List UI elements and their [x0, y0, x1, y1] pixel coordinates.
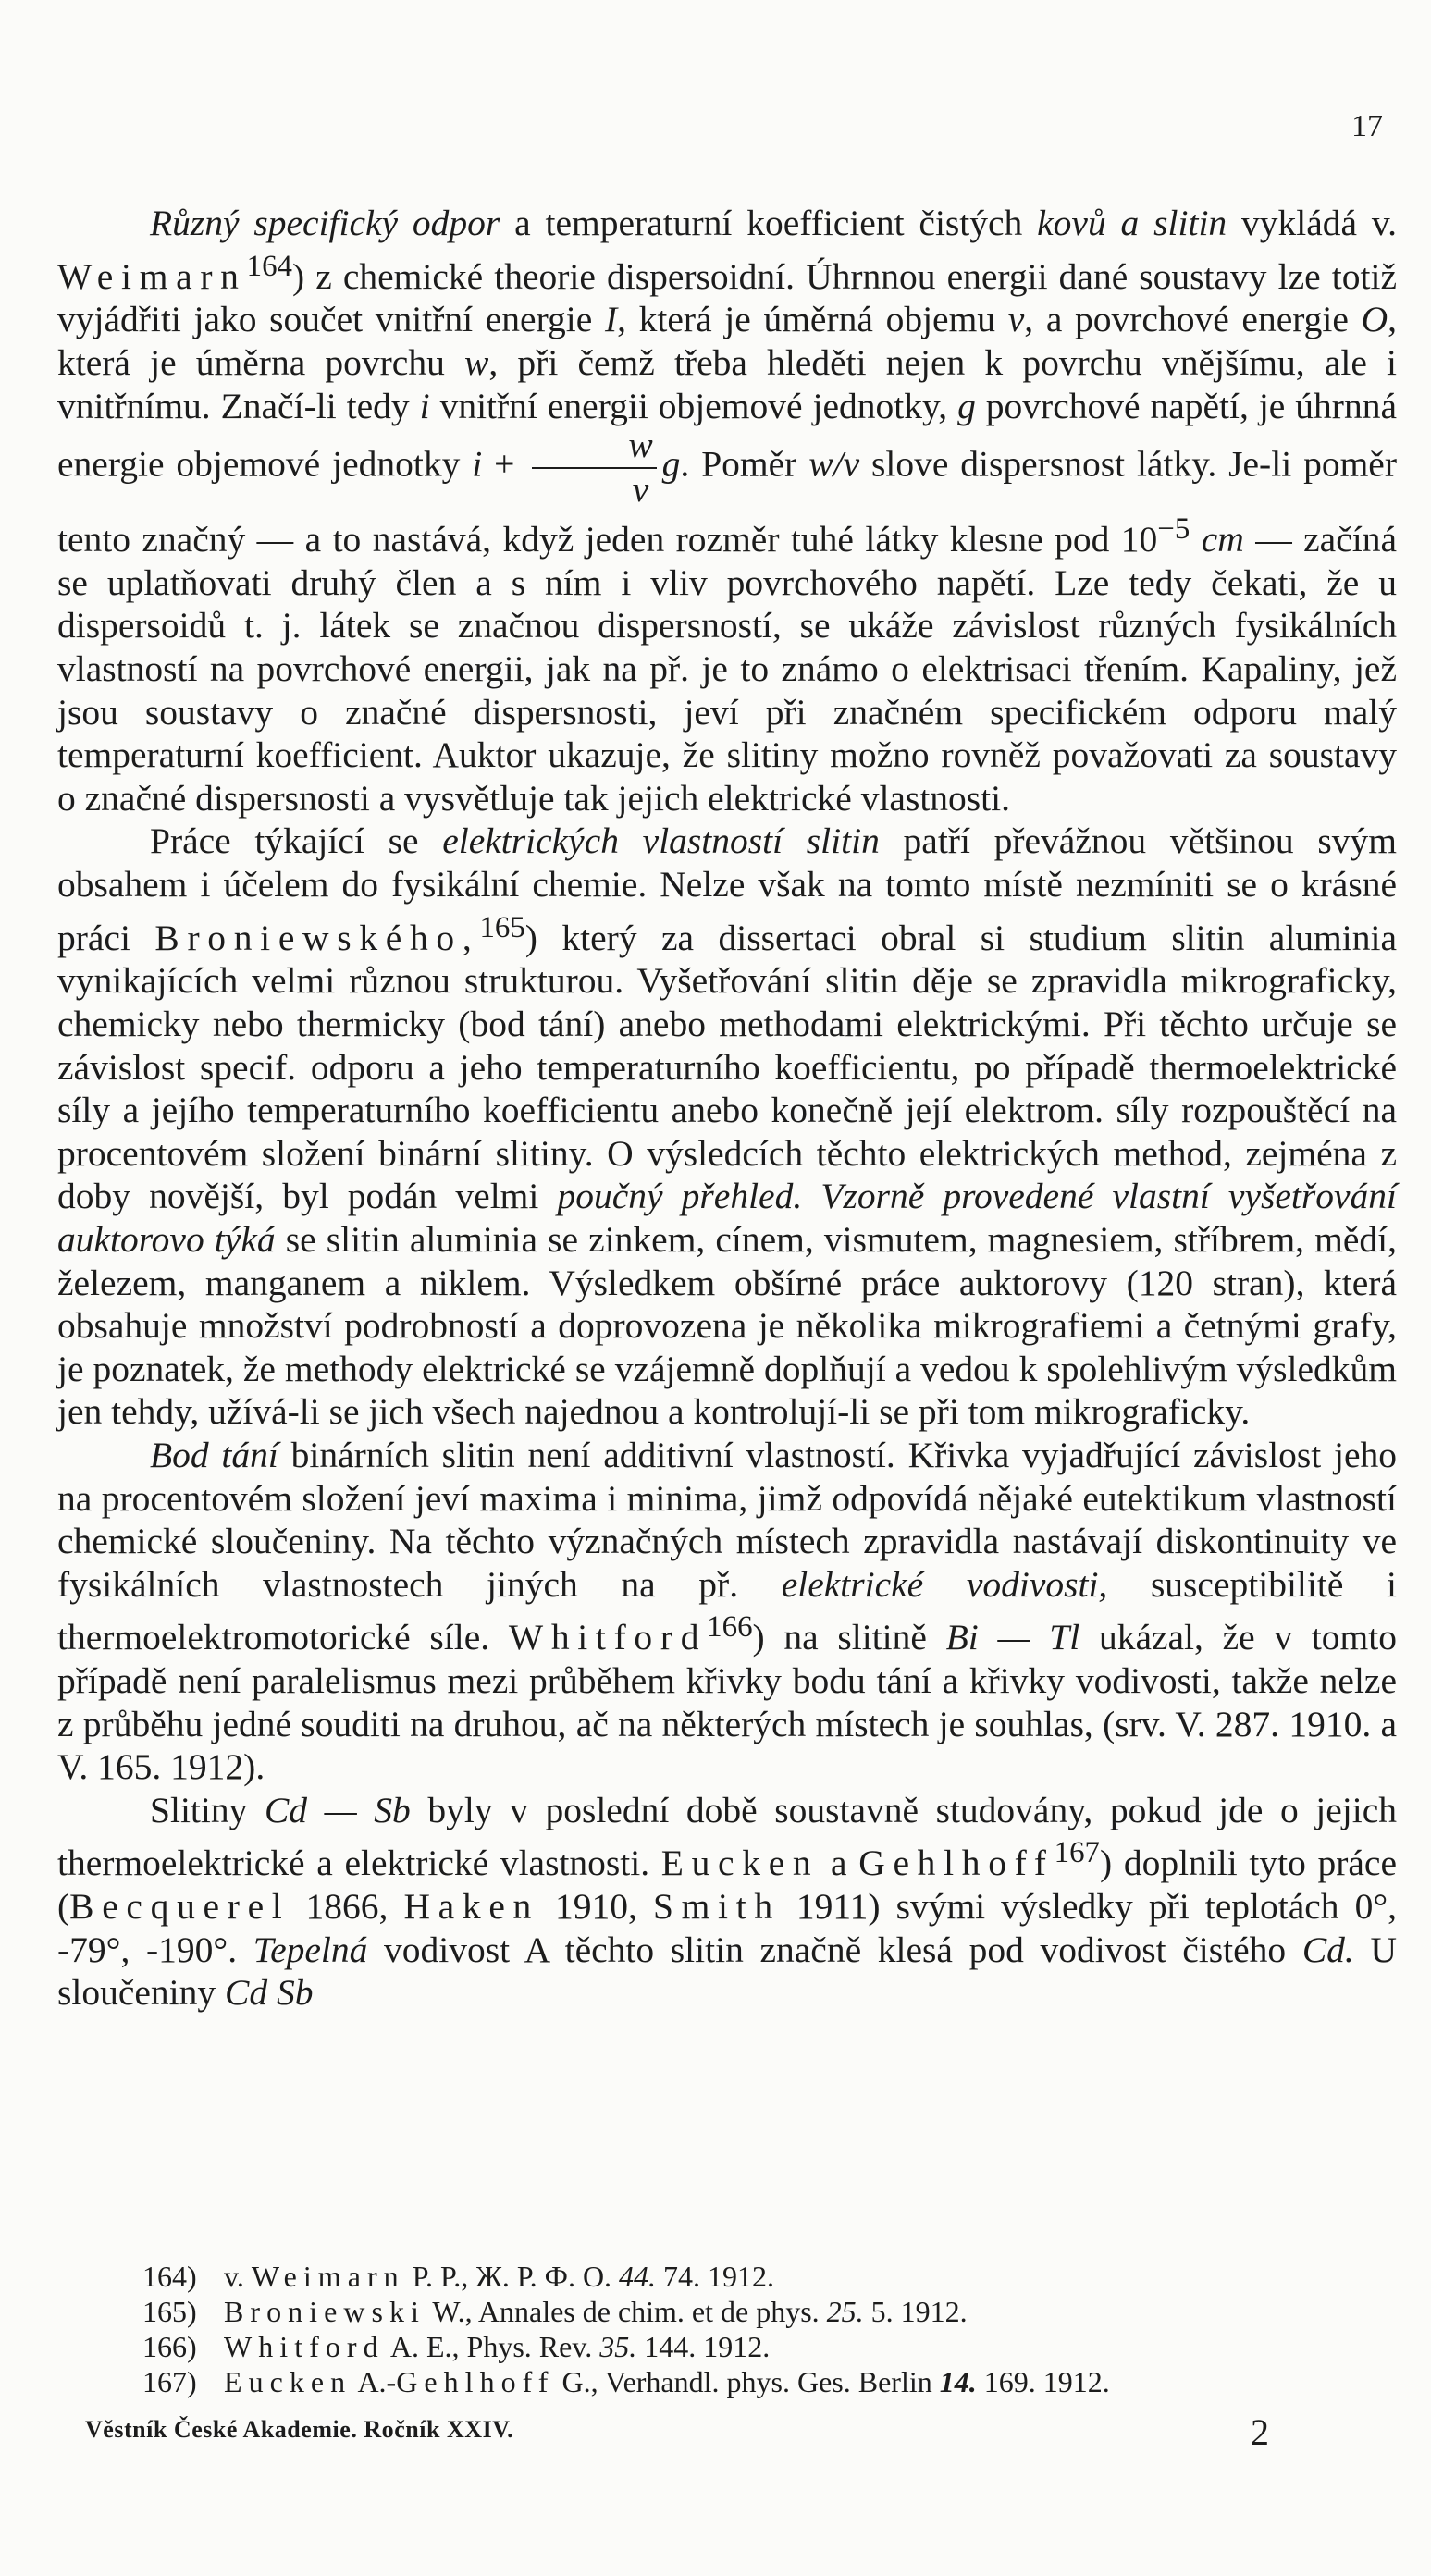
volume: 35. — [599, 2330, 637, 2363]
italic-term: poučný přehled. — [557, 1176, 803, 1217]
symbol: g — [957, 385, 976, 426]
text-run: ) na slitině — [752, 1617, 946, 1658]
text-run: ) z chemické theorie dispersoidní. Úhrnnou energii dané soustavy lze totiž vyjádřiti jako součet vnitřní energie — [57, 255, 1397, 340]
paragraph-4 — [57, 1789, 1397, 2015]
footnote — [57, 2294, 1397, 2329]
volume: 25. — [826, 2295, 864, 2328]
text-run: ukázal, že v tomto případě není paralelismus mezi průběhem křivky bodu tání a křivky vodivosti, takže nelze z průběhu jedné souditi na druhou, ač na některých místech je souhlas, (srv. V. 287. 1910. a V. 165. 1912). — [57, 1617, 1398, 1788]
author-name: Gehlhoff — [858, 1843, 1055, 1884]
text-run: vnitřní energii objemové jednotky, — [429, 385, 958, 426]
author-name: Eucken — [660, 1843, 820, 1884]
footnote-mark: 167) — [142, 2365, 197, 2398]
text-run: vykládá v. — [1227, 203, 1397, 243]
author-name: Broniewského, — [154, 917, 480, 958]
text-run: , která je úměrna povrchu — [57, 299, 1397, 383]
author-name: Smith — [652, 1886, 781, 1928]
footnote-text — [224, 2364, 1110, 2399]
text-run: susceptibilitě i thermoelektromotorické síle. — [57, 1563, 1397, 1658]
signature-mark: 2 — [1251, 2411, 1269, 2453]
text-run: , při čemž třeba hleděti nejen k povrchu vnějšímu, ale i vnitřnímu. Značí-li tedy — [57, 341, 1398, 426]
footnote-ref: 164 — [246, 249, 292, 283]
fraction-numerator: w — [532, 427, 656, 469]
text-run: W., Annales de chim. et de phys. — [425, 2295, 827, 2328]
text-run: v. — [224, 2260, 252, 2293]
text-run: , která je úměrná objemu — [617, 299, 1008, 340]
text-run: povrchové napětí, je úhrnná energie objemové jednotky — [57, 385, 1397, 485]
author-name: Gehlhoff — [396, 2365, 555, 2398]
italic-term: Tepelná — [253, 1929, 368, 1970]
text-run: binárních slitin není additivní vlastností. Křivka vyjadřující závislost jeho na procentovém složení jeví maxima i minima, jimž odpovídá nějaké eutektikum vlastností chemické sloučeniny. Na těchto význačných místech zpravidla nastávají diskontinuity ve fysikálních vlastnostech jiných na př. — [57, 1434, 1397, 1605]
author-name: Whitford — [508, 1617, 708, 1658]
formula-symbol: g — [661, 443, 681, 485]
formula-operator: + — [482, 443, 527, 485]
alloy-symbol: Cd — Sb — [264, 1789, 411, 1830]
text-run — [802, 1176, 820, 1216]
footnote — [57, 2364, 1397, 2399]
author-name: Weimarn — [251, 2260, 405, 2293]
symbol: i — [419, 385, 430, 426]
author-name: Weimarn — [57, 255, 247, 297]
text-run: 1910, — [538, 1886, 653, 1928]
footnote-mark: 164) — [142, 2260, 197, 2293]
text-run: A.- — [352, 2365, 397, 2398]
footnote-text — [224, 2259, 774, 2294]
text-run: 74. 1912. — [656, 2260, 775, 2293]
main-text — [57, 202, 1397, 2015]
author-name: Whitford — [224, 2330, 385, 2363]
text-run: vodivost A těchto slitin značně klesá pod vodivost čistého — [367, 1929, 1302, 1970]
author-name: Haken — [403, 1886, 539, 1928]
author-name: Eucken — [224, 2365, 352, 2398]
fraction — [532, 427, 656, 508]
text-run: ) který za dissertaci obral si studium slitin aluminia vynikajících velmi různou strukturou. Vyšetřování slitin děje se zpravidla mikrograficky, chemicky nebo thermicky (bod tání) anebo methodami elektrickými. Při těchto určuje se závislost specif. odporu a jeho temperaturního koefficientu, po případě thermoelektrické síly a jejího temperaturního koefficientu anebo konečně její elektrom. síly rozpouštěcí na procentovém složení binární slitiny. O výsledcích těchto elektrických method, zejména z doby novější, byl podán velmi — [57, 917, 1397, 1217]
text-run: — začíná se uplatňovati druhý člen a s ním i vliv povrchového napětí. Lze tedy čekati, že u dispersoidů t. j. látek se značnou dispersností, se ukáže závislost různých fysikálních vlastností na povrchové energii, jak na př. je to známo o elektrisaci třením. Kapaliny, jež jsou soustavy o značné dispersnosti, jeví při značném specifickém odporu malý temperaturní koefficient. Auktor ukazuje, že slitiny možno rovněž považovati za soustavy o značné dispersnosti a vysvětluje tak jejich elektrické vlastnosti. — [57, 519, 1398, 819]
italic-term: kovů a slitin — [1037, 203, 1227, 243]
page-number: 17 — [1351, 109, 1383, 143]
text-run: . Poměr — [680, 443, 809, 485]
italic-term: Bod tání — [150, 1434, 278, 1475]
alloy-symbol: Bi — Tl — [945, 1617, 1080, 1658]
text-run: A. E., Phys. Rev. — [384, 2330, 600, 2363]
footnote-ref: 165 — [479, 910, 525, 944]
italic-term: elektrických vlastností slitin — [442, 820, 880, 862]
text-run: se slitin aluminia se zinkem, cínem, vismutem, magnesiem, stříbrem, mědí, železem, manganem a niklem. Výsledkem obšírné práce auktorovy (120 stran), která obsahuje množství podrobností a doprovozena je několika mikrografiemi a četnými grafy, je poznatek, že methody elektrické se vzájemně doplňují a vedou k spolehlivým výsledkům jen tehdy, užívá-li se jich všech najednou a kontrolují-li se při tom mikrograficky. — [57, 1218, 1398, 1433]
footnote-mark: 165) — [142, 2295, 197, 2328]
text-run: byly v poslední době soustavně studovány, pokud jde o jejich thermoelektrické a elektrické vlastnosti. — [57, 1789, 1398, 1884]
text-run: ) doplnili tyto práce ( — [57, 1843, 1397, 1928]
text-run: 1866, — [290, 1886, 404, 1928]
footnote — [57, 2329, 1397, 2364]
italic-term: Různý specifický odpor — [150, 203, 500, 243]
text-run: G., Verhandl. phys. Ges. Berlin — [554, 2365, 940, 2398]
text-run — [204, 1219, 215, 1260]
footnote-ref: 167 — [1054, 1836, 1100, 1870]
text-run: 169. 1912. — [976, 2365, 1110, 2398]
text-run: U sloučeniny — [57, 1929, 1397, 2014]
fraction-denominator: v — [632, 468, 649, 510]
symbol: Cd. — [1301, 1929, 1354, 1970]
footnotes — [57, 2259, 1397, 2399]
symbol: O — [1361, 299, 1388, 340]
paragraph-1 — [57, 202, 1397, 820]
italic-term: týká — [214, 1218, 276, 1260]
symbol: w — [464, 341, 489, 383]
text-run: Slitiny — [150, 1789, 265, 1830]
symbol: v — [1007, 299, 1025, 340]
text-run: a temperaturní koefficient čistých — [500, 203, 1038, 243]
journal-footer: Věstník České Akademie. Ročník XXIV. — [85, 2416, 514, 2443]
footnote — [57, 2259, 1397, 2294]
power-base: 10 — [1120, 519, 1158, 561]
text-run: 144. 1912. — [636, 2330, 771, 2363]
paragraph-3 — [57, 1434, 1397, 1789]
symbol: Cd Sb — [225, 1972, 314, 2014]
author-name: Broniewski — [224, 2295, 426, 2328]
text-run: slove dispersnost látky. Je-li poměr tento značný — a to nastává, když jeden rozměr tuhé látky klesne pod — [57, 443, 1397, 561]
text-run: a — [819, 1843, 859, 1884]
text-run: , a povrchové energie — [1024, 299, 1362, 340]
text-run: 5. 1912. — [863, 2295, 968, 2328]
symbol: I — [604, 299, 618, 340]
footnote-text — [224, 2329, 770, 2364]
author-name: Becquerel — [69, 1886, 290, 1928]
footnote-ref: 166 — [707, 1610, 753, 1645]
text-run: patří převážnou většinou svým obsahem i účelem do fysikální chemie. Nelze však na tomto místě nezmíniti se o krásné práci — [57, 820, 1397, 958]
volume: 14. — [939, 2365, 977, 2398]
volume: 44. — [619, 2260, 657, 2293]
text-run: Práce týkající se — [150, 820, 443, 862]
italic-term: Vzorně provedené vlastní vyšetřování auktorovo — [57, 1176, 1397, 1260]
formula-symbol: i — [472, 443, 483, 485]
unit: cm — [1201, 519, 1244, 561]
italic-term: elektrické vodivosti, — [781, 1563, 1108, 1605]
text-run: P. P., Ж. Р. Ф. О. — [404, 2260, 620, 2293]
symbol: w/v — [808, 443, 860, 485]
footnote-mark: 166) — [142, 2330, 197, 2363]
text-run: 1911) svými výsledky při teplotách 0°, -79°, -190°. — [57, 1886, 1398, 1970]
power-exponent: −5 — [1157, 512, 1190, 547]
footnote-text — [224, 2294, 968, 2329]
paragraph-2 — [57, 820, 1397, 1433]
